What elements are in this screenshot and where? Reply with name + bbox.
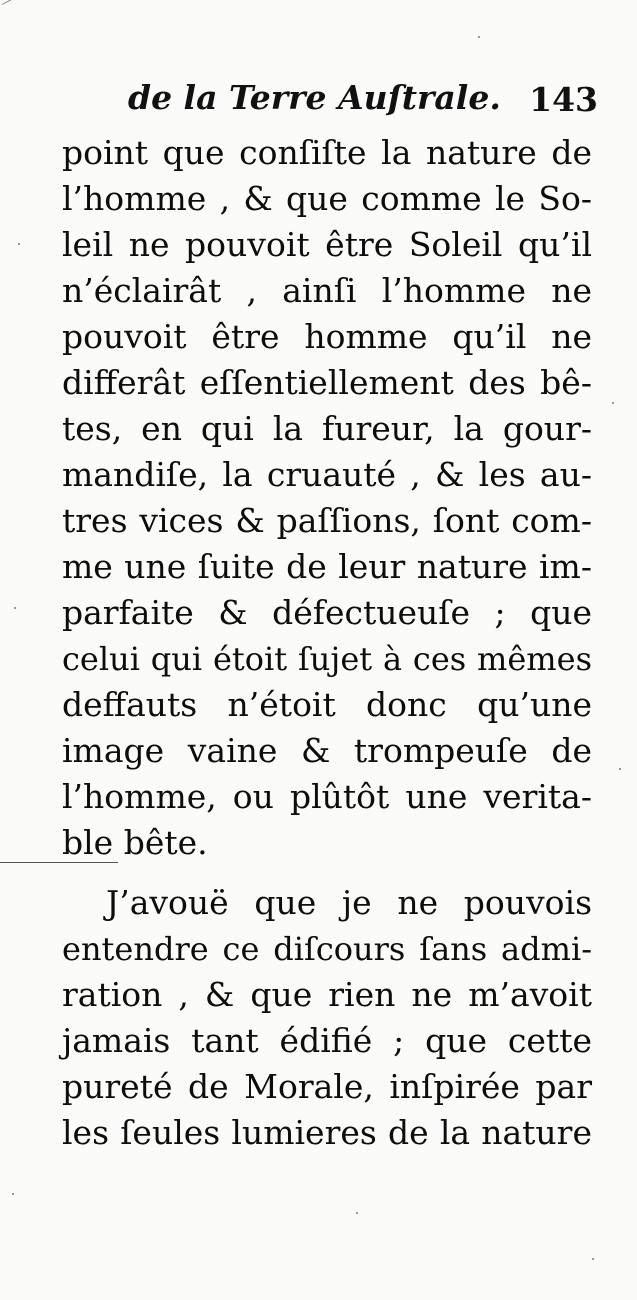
text-line: ration , & que rien ne m’avoit [62, 975, 592, 1014]
scan-speck [18, 243, 20, 245]
text-line: pureté de Morale, inſpirée par [62, 1067, 592, 1106]
text-line: me une ſuite de leur nature im- [62, 547, 592, 586]
scan-speck [14, 607, 16, 609]
text-line: tes, en qui la fureur, la gour- [62, 409, 592, 448]
text-line: deffauts n’étoit donc qu’une [62, 685, 592, 724]
scan-speck [12, 1193, 14, 1195]
text-line: jamais tant édifié ; que cette [62, 1021, 592, 1060]
text-line: point que conſiſte la nature de [62, 133, 592, 172]
text-line: tres vices & paſſions, ſont com- [62, 501, 592, 540]
text-line: mandiſe, la cruauté , & les au- [62, 455, 592, 494]
text-line: n’éclairât , ainſi l’homme ne [62, 271, 592, 310]
text-line: ble bête. [62, 823, 208, 862]
page-number: 143 [529, 80, 598, 119]
scan-speck [592, 1258, 594, 1260]
text-line: entendre ce diſcours ſans admi- [62, 930, 592, 968]
running-head [128, 78, 598, 122]
scan-speck [612, 402, 614, 404]
text-line: J’avouë que je ne pouvois [106, 883, 592, 922]
text-line: parfaite & défectueuſe ; que [62, 593, 592, 632]
scan-mark [2, 0, 38, 5]
text-line: pouvoit être homme qu’il ne [62, 317, 592, 356]
text-line: image vaine & trompeuſe de [62, 731, 592, 770]
body-text [62, 130, 592, 1156]
text-line: l’homme, ou plûtôt une verita- [62, 777, 592, 816]
text-line: differât eſſentiellement des bê- [62, 363, 592, 402]
paragraph-2 [62, 880, 592, 1156]
scan-speck [478, 36, 480, 38]
scan-speck [356, 1212, 358, 1214]
running-title: de la Terre Auſtrale. [128, 78, 501, 117]
text-line: l’homme , & que comme le So- [62, 179, 592, 218]
paragraph-1 [62, 130, 592, 866]
paragraph-gap [62, 866, 592, 880]
text-line: les ſeules lumieres de la nature [62, 1113, 592, 1152]
text-line: leil ne pouvoit être Soleil qu’il [62, 225, 592, 264]
text-line: celui qui étoit ſujet à ces mêmes [62, 640, 592, 678]
scan-speck [619, 768, 621, 770]
